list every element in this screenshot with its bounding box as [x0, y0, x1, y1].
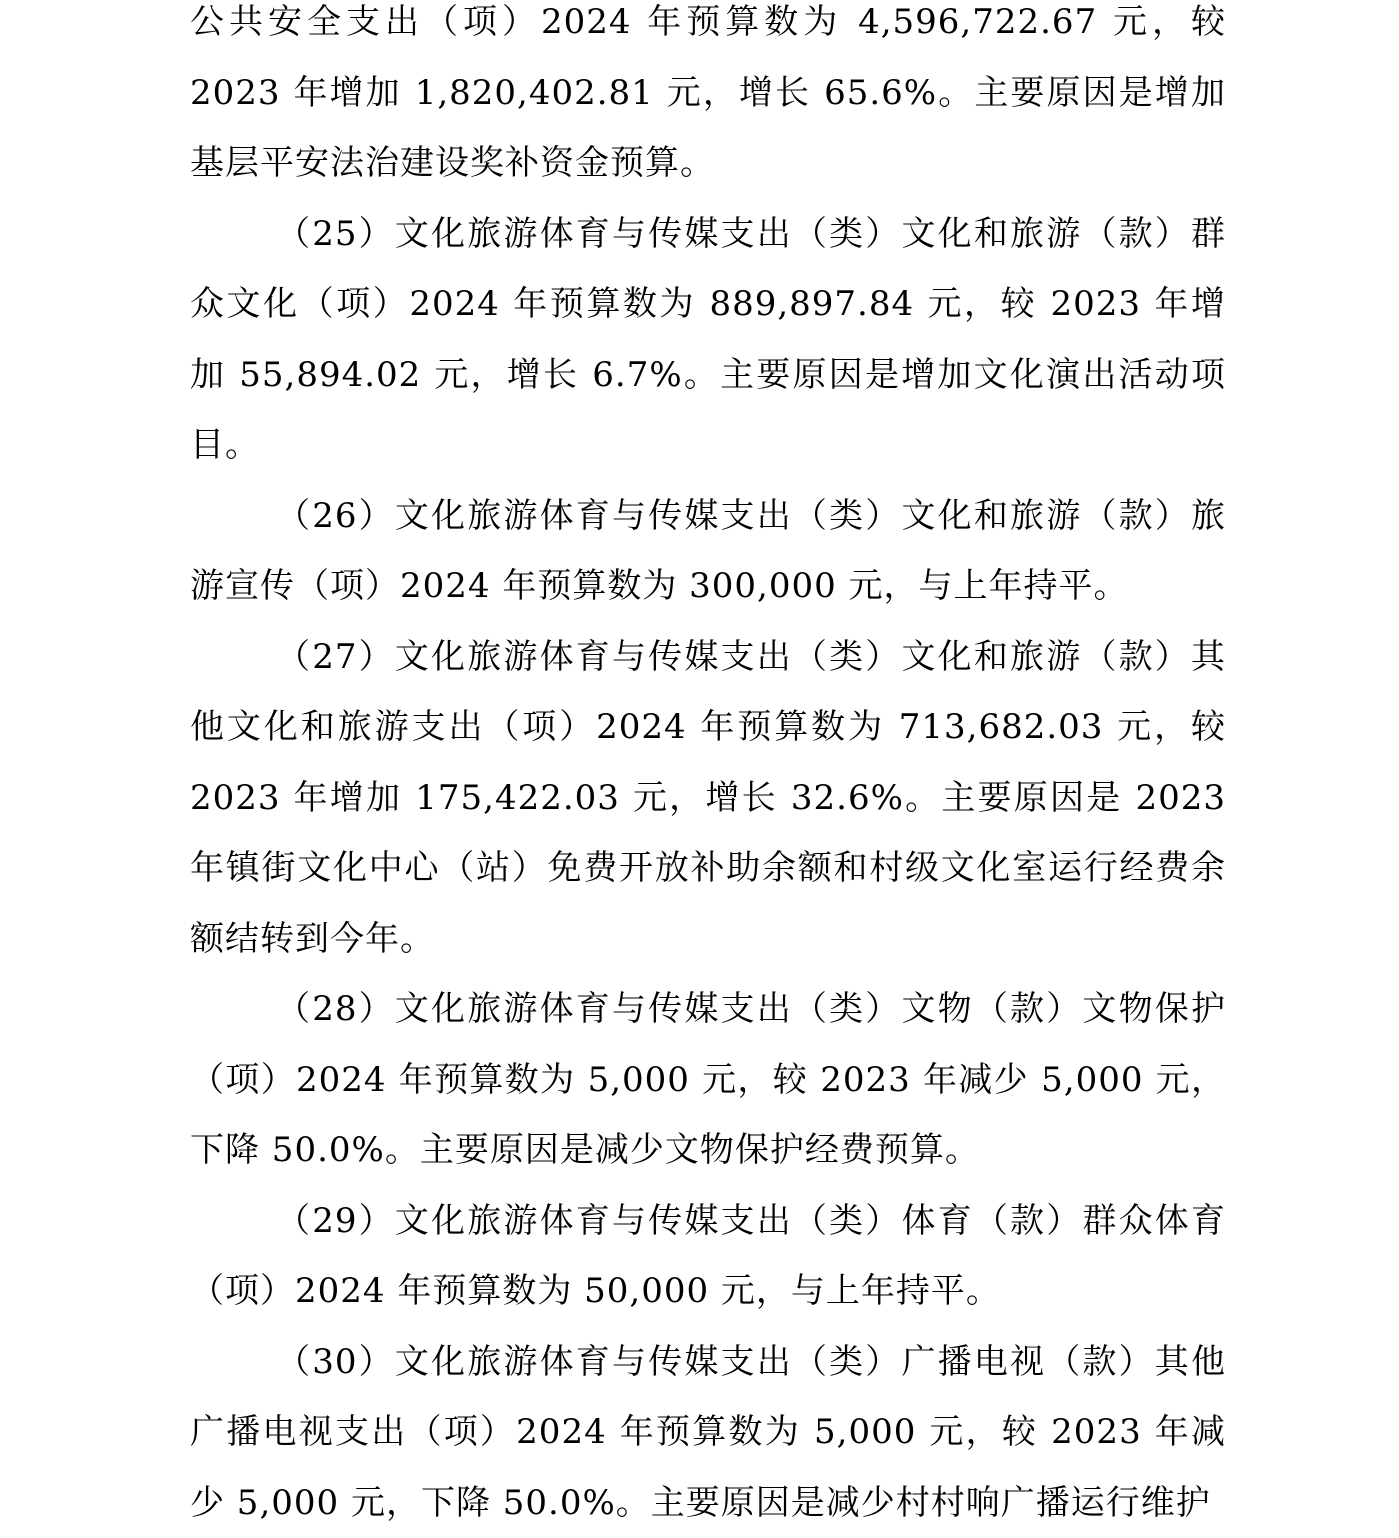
- paragraph-item-25: （25）文化旅游体育与传媒支出（类）文化和旅游（款）群众文化（项）2024 年预算数为 889,897.84 元，较 2023 年增加 55,894.02 元，增长 6.7%。主要原因是增加文化演出活动项目。: [190, 199, 1226, 481]
- paragraph-item-27: （27）文化旅游体育与传媒支出（类）文化和旅游（款）其他文化和旅游支出（项）2024 年预算数为 713,682.03 元，较 2023 年增加 175,422.03 元，增长 32.6%。主要原因是 2023 年镇街文化中心（站）免费开放补助余额和村级文化室运行经费余额结转到今年。: [190, 622, 1226, 975]
- paragraph-item-28: （28）文化旅游体育与传媒支出（类）文物（款）文物保护（项）2024 年预算数为 5,000 元，较 2023 年减少 5,000 元，下降 50.0%。主要原因是减少文物保护经费预算。: [190, 974, 1226, 1186]
- paragraph-item-26: （26）文化旅游体育与传媒支出（类）文化和旅游（款）旅游宣传（项）2024 年预算数为 300,000 元，与上年持平。: [190, 481, 1226, 622]
- paragraph-public-security-continued: 公共安全支出（项）2024 年预算数为 4,596,722.67 元，较 2023 年增加 1,820,402.81 元，增长 65.6%。主要原因是增加基层平安法治建设奖补资金预算。: [190, 0, 1226, 199]
- paragraph-item-30: （30）文化旅游体育与传媒支出（类）广播电视（款）其他广播电视支出（项）2024 年预算数为 5,000 元，较 2023 年减少 5,000 元，下降 50.0%。主要原因是减少村村响广播运行维护: [190, 1327, 1226, 1538]
- document-page: [190, 0, 1226, 1538]
- paragraph-item-29: （29）文化旅游体育与传媒支出（类）体育（款）群众体育（项）2024 年预算数为 50,000 元，与上年持平。: [190, 1186, 1226, 1327]
